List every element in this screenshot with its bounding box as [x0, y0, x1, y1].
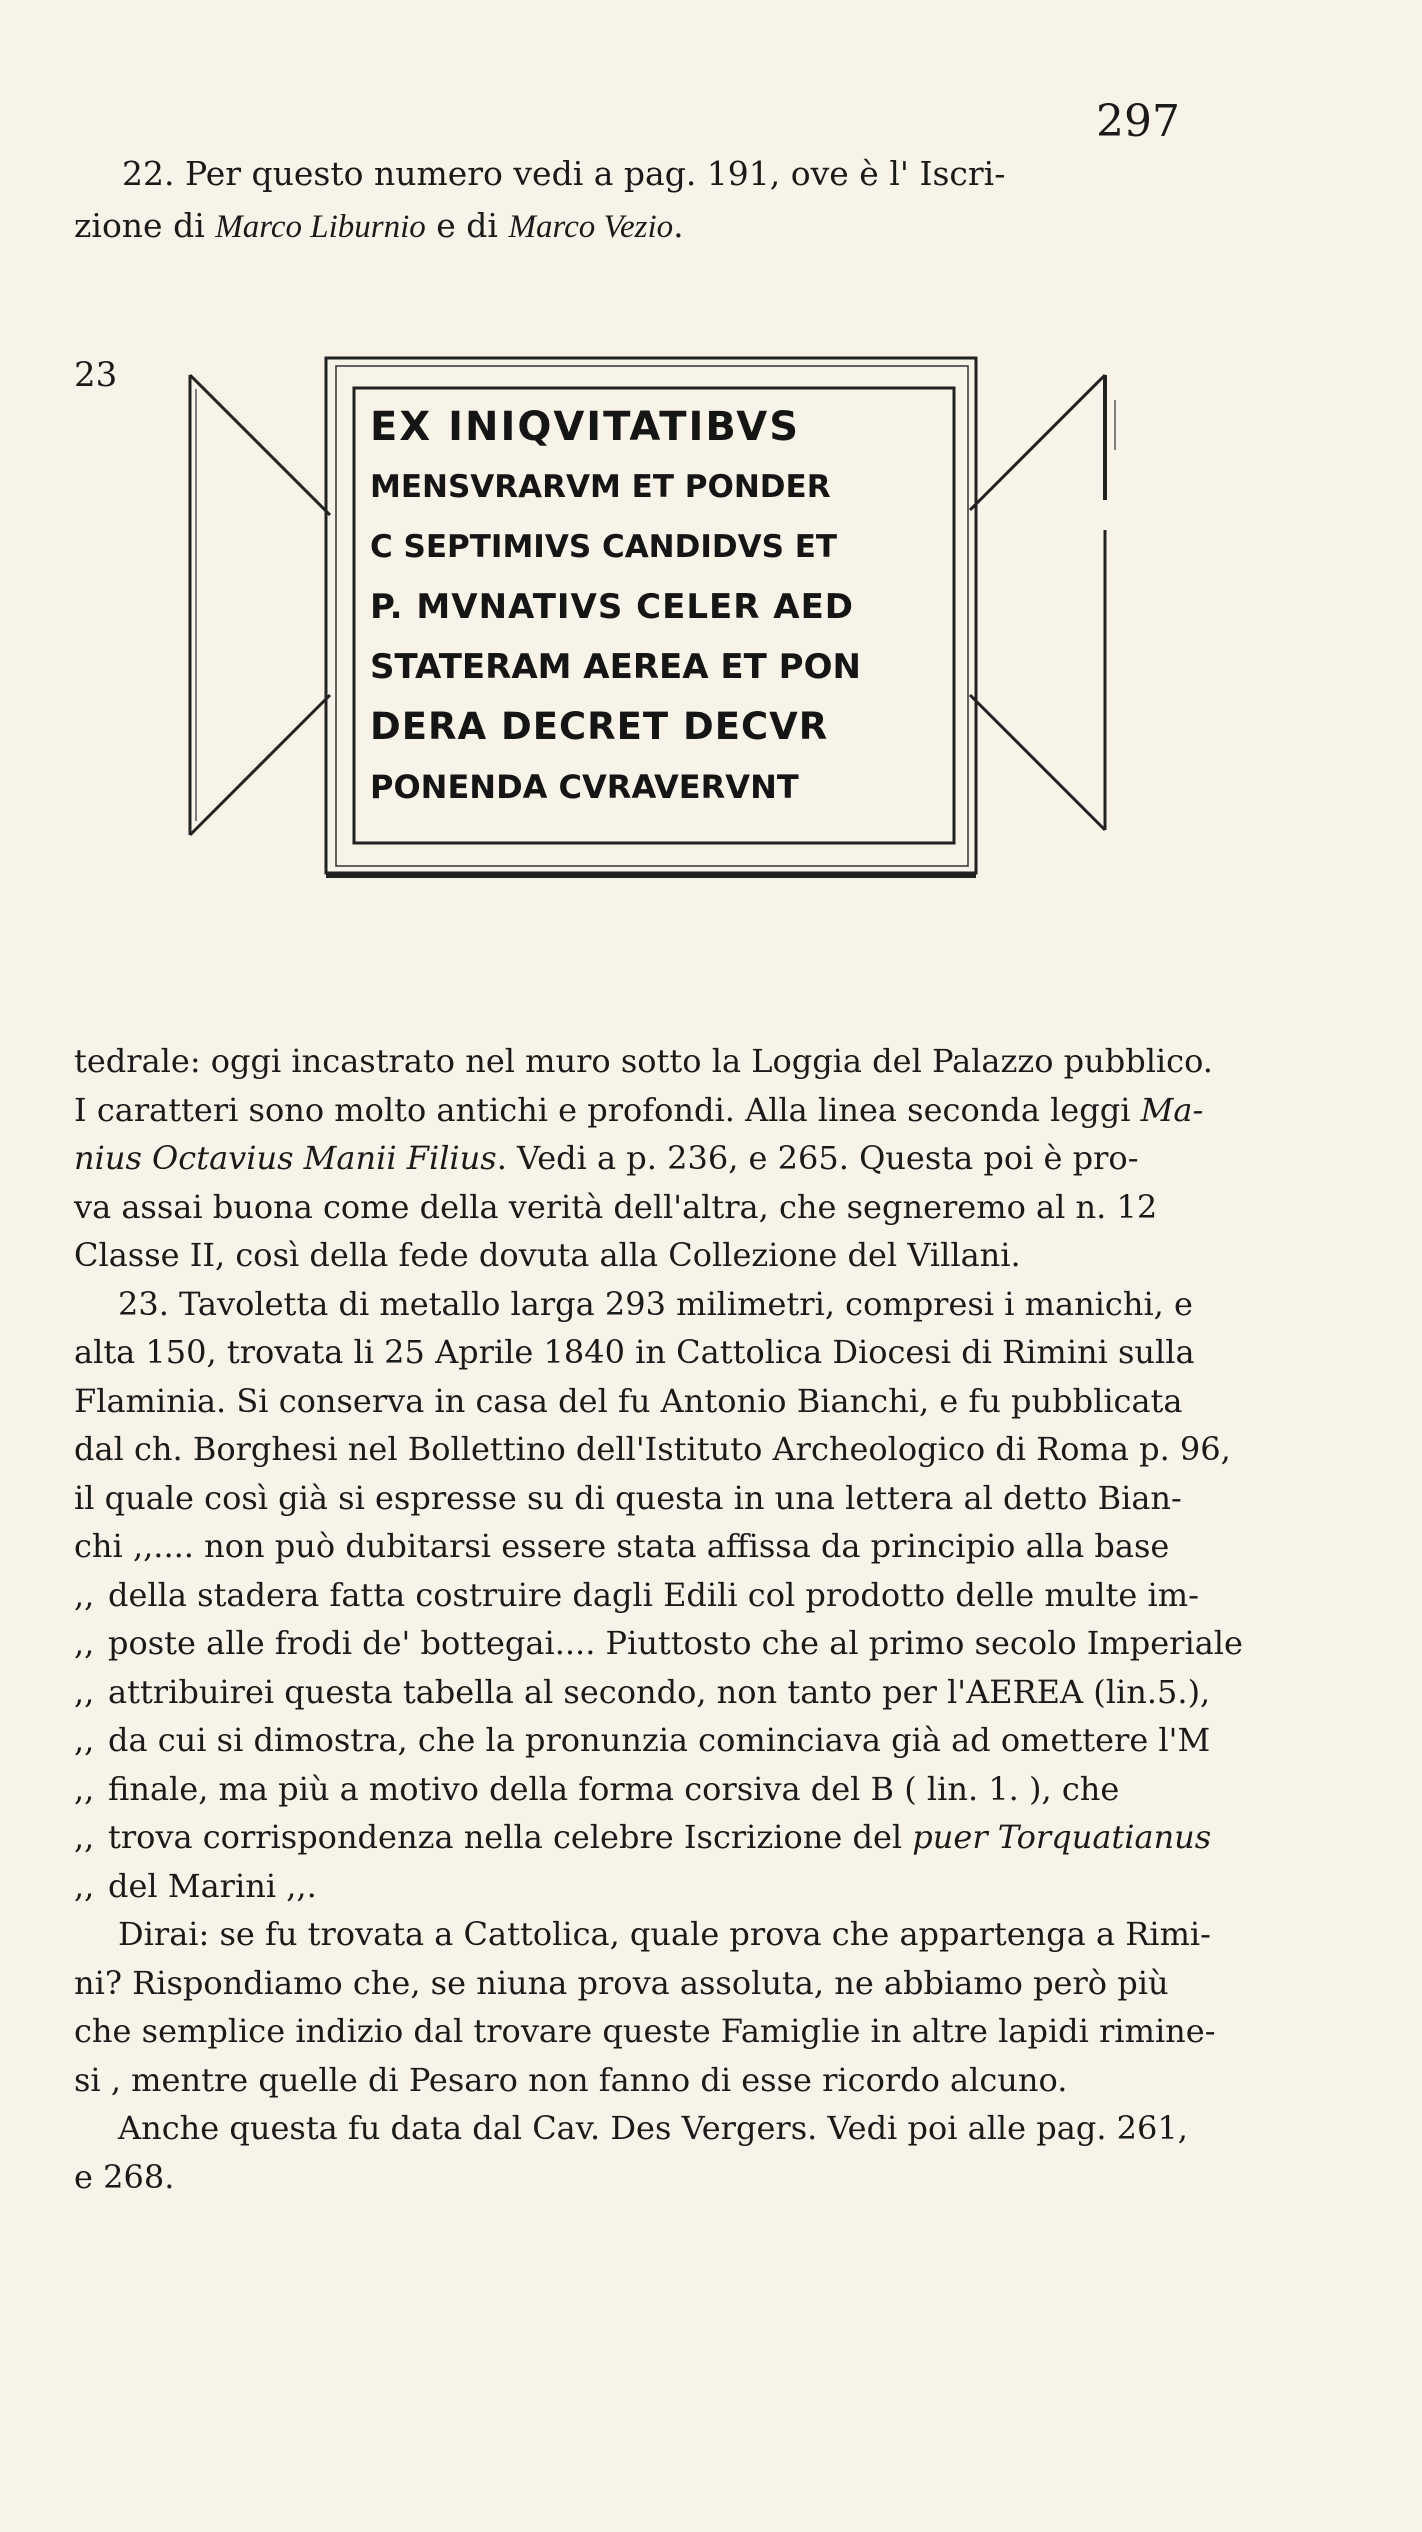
line-text: va assai buona come della verità dell'altra, che segneremo al n. 12: [74, 1187, 1158, 1226]
body-line: [74, 2104, 1234, 2153]
line-text: dal ch. Borghesi nel Bollettino dell'Istituto Archeologico di Roma p. 96,: [74, 1430, 1231, 1468]
inscription-tablet: [322, 352, 987, 882]
body-line: [74, 1086, 1234, 1135]
italic-text: Ma-: [1140, 1090, 1204, 1129]
inscription-line-3: C SEPTIMIVS CANDIDVS ET: [370, 529, 838, 565]
inscription-text: [370, 397, 950, 817]
line-text: si , mentre quelle di Pesaro non fanno di esse ricordo alcuno.: [74, 2060, 1068, 2099]
body-line: [74, 1862, 1234, 1911]
body-line: [74, 1134, 1234, 1183]
body-line: [74, 1183, 1234, 1232]
quote-mark: ,,: [74, 1769, 95, 1808]
quote-mark: ,,: [74, 1866, 95, 1905]
inscription-line-1: EX INIQVITATIBVS: [370, 404, 801, 450]
inscription-line-5: STATERAM AEREA ET PON: [370, 647, 861, 687]
left-handle-drawing: [180, 365, 340, 845]
entry-22-line-2: [74, 200, 684, 253]
line-text: poste alle frodi de' bottegai.... Piuttosto che al primo secolo Imperiale: [108, 1624, 1243, 1662]
line-text: Dirai: se fu trovata a Cattolica, quale prova che appartenga a Rimi-: [118, 1915, 1211, 1953]
line-text: da cui si dimostra, che la pronunzia cominciava già ad omettere l'M: [108, 1721, 1211, 1759]
line-text: Flaminia. Si conserva in casa del fu Antonio Bianchi, e fu pubblicata: [74, 1381, 1183, 1420]
entry-23-number: 23: [74, 355, 118, 395]
line-text: del Marini ,,.: [108, 1866, 317, 1905]
body-line: [74, 2007, 1234, 2056]
entry-22-end: .: [673, 206, 684, 245]
quote-mark: ,,: [74, 1818, 95, 1856]
inscription-line-4: P. MVNATIVS CELER AED: [370, 587, 855, 627]
line-text: che semplice indizio dal trovare queste Famiglie in altre lapidi rimine-: [74, 2012, 1216, 2050]
body-line: [74, 1522, 1234, 1571]
body-line: [74, 1571, 1234, 1620]
entry-22-prefix: zione di: [74, 206, 216, 245]
line-text: il quale così già si espresse su di questa in una lettera al detto Bian-: [74, 1478, 1182, 1517]
inscription-line-6: DERA DECRET DECVR: [370, 705, 829, 748]
line-text: tedrale: oggi incastrato nel muro sotto la Loggia del Palazzo pubblico.: [74, 1042, 1213, 1080]
body-line: [74, 1037, 1234, 1086]
entry-22-line-1: 22. Per questo numero vedi a pag. 191, ove è l' Iscri-: [122, 154, 1006, 193]
inscription-line-2: MENSVRARVM ET PONDER: [370, 469, 831, 505]
body-line: [74, 1328, 1234, 1377]
body-line: [74, 1231, 1234, 1280]
body-line: [74, 1668, 1234, 1717]
body-line: [74, 1813, 1234, 1862]
italic-text: puer Torquatianus: [912, 1818, 1212, 1856]
line-text: finale, ma più a motivo della forma corsiva del B ( lin. 1. ), che: [108, 1769, 1120, 1808]
body-line: [74, 1280, 1234, 1329]
body-line: [74, 1716, 1234, 1765]
name-marco-vezio: Marco Vezio: [508, 209, 674, 245]
body-line: [74, 2153, 1234, 2202]
name-marco-liburnio: Marco Liburnio: [215, 209, 426, 245]
body-line: [74, 1619, 1243, 1668]
line-text: 23. Tavoletta di metallo larga 293 milimetri, compresi i manichi, e: [118, 1284, 1193, 1323]
line-text: Classe II, così della fede dovuta alla Collezione del Villani.: [74, 1236, 1021, 1274]
body-line: [74, 1765, 1234, 1814]
body-line: [74, 1474, 1234, 1523]
quote-mark: ,,: [74, 1672, 95, 1711]
body-line: [74, 1425, 1234, 1474]
quote-mark: ,,: [74, 1721, 95, 1759]
line-text: ni? Rispondiamo che, se niuna prova assoluta, ne abbiamo però più: [74, 1963, 1169, 2002]
line-text: attribuirei questa tabella al secondo, non tanto per l'AEREA (lin.5.),: [108, 1672, 1211, 1711]
entry-22-mid: e di: [425, 206, 509, 245]
right-handle-drawing: [960, 360, 1140, 850]
body-line: [74, 1377, 1234, 1426]
line-text: . Vedi a p. 236, e 265. Questa poi è pro-: [496, 1139, 1139, 1177]
body-line: [74, 1910, 1234, 1959]
body-line: [74, 1959, 1234, 2008]
quote-mark: ,,: [74, 1575, 95, 1614]
line-text: Anche questa fu data dal Cav. Des Vergers. Vedi poi alle pag. 261,: [118, 2109, 1188, 2147]
quote-mark: ,,: [74, 1624, 95, 1662]
line-text: chi ,,.... non può dubitarsi essere stata affissa da principio alla base: [74, 1527, 1170, 1565]
line-text: della stadera fatta costruire dagli Edili col prodotto delle multe im-: [108, 1575, 1199, 1614]
line-text: trova corrispondenza nella celebre Iscrizione del: [108, 1818, 913, 1856]
body-text: [74, 1037, 1243, 2201]
italic-text: nius Octavius Manii Filius: [74, 1139, 497, 1177]
line-text: alta 150, trovata li 25 Aprile 1840 in Cattolica Diocesi di Rimini sulla: [74, 1333, 1195, 1371]
line-text: e 268.: [74, 2157, 175, 2196]
line-text: I caratteri sono molto antichi e profondi. Alla linea seconda leggi: [74, 1090, 1141, 1129]
inscription-line-7: PONENDA CVRAVERVNT: [370, 768, 799, 806]
page-number: 297: [1096, 96, 1180, 147]
body-line: [74, 2056, 1234, 2105]
